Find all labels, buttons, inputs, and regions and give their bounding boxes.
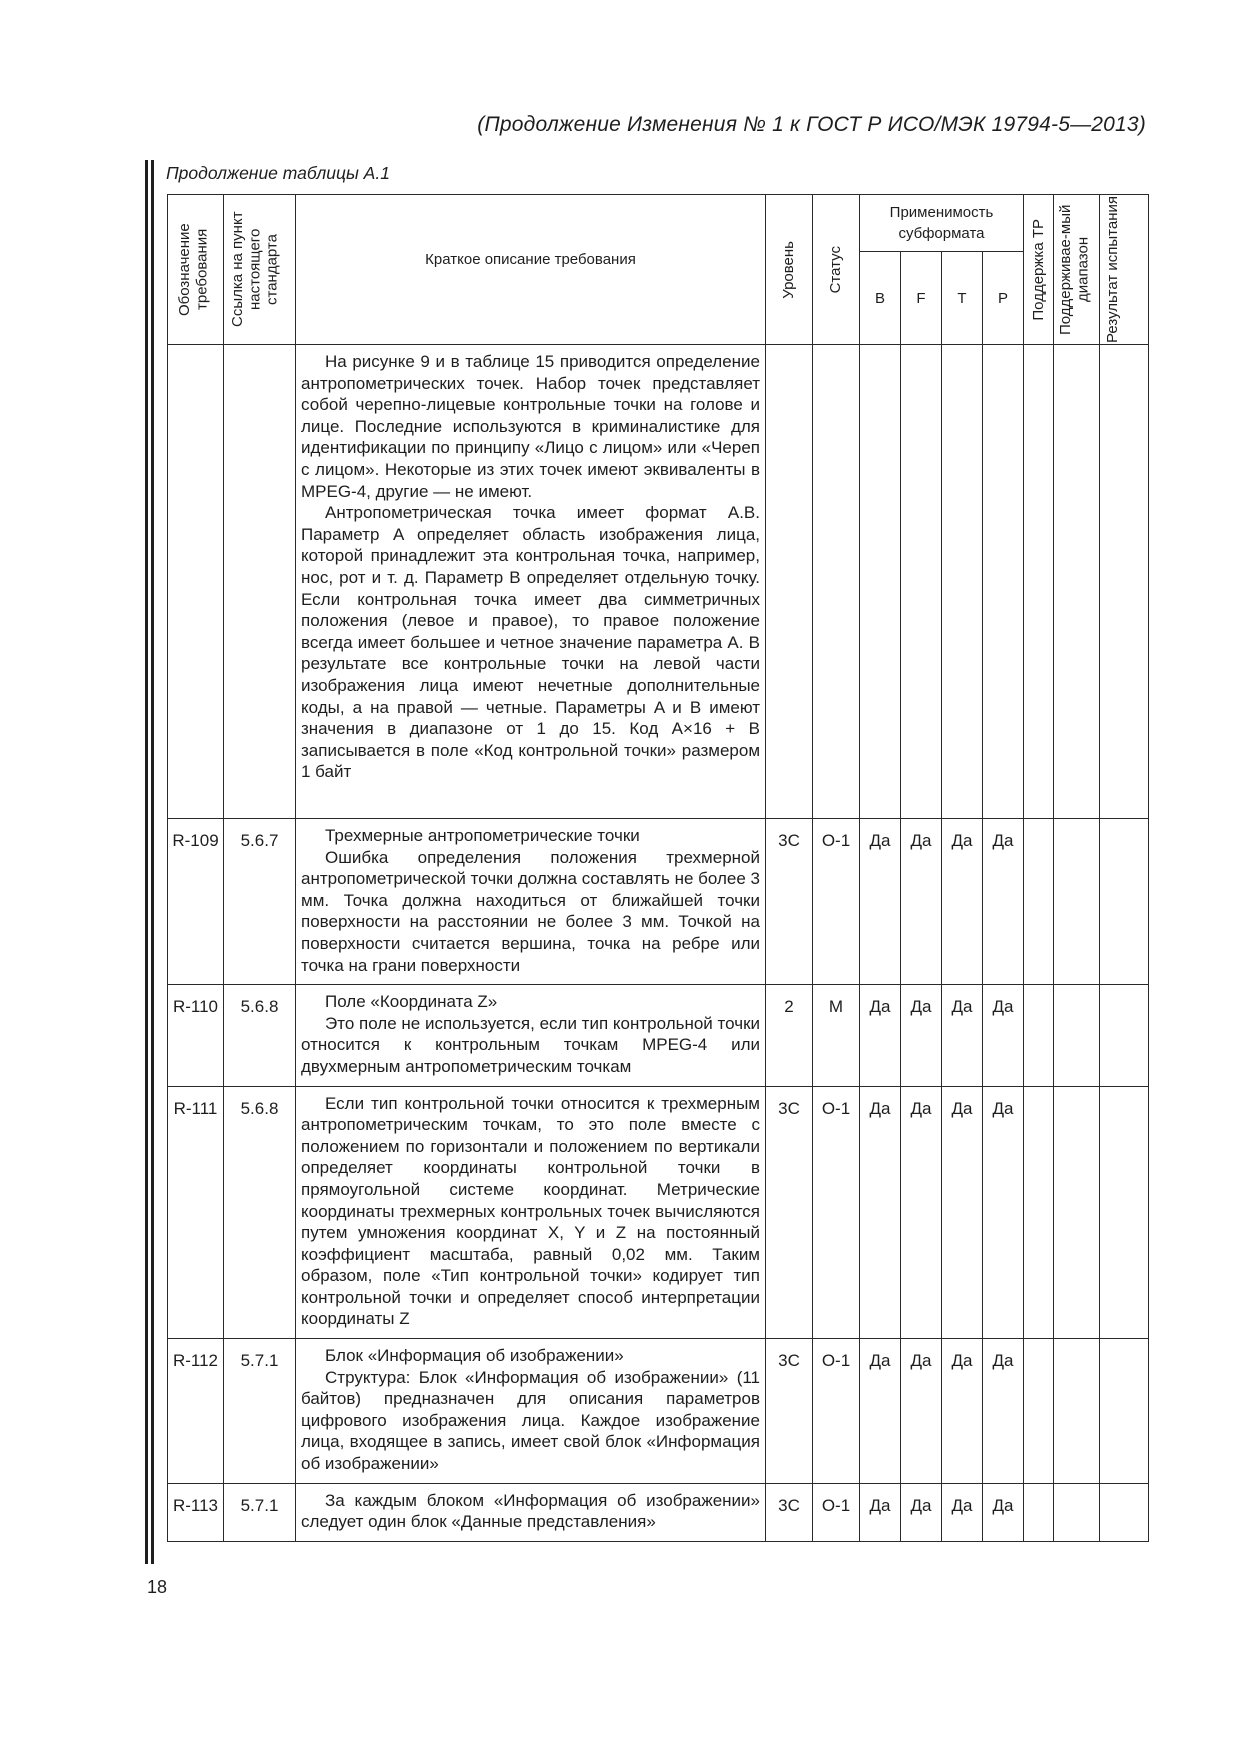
clause-reference xyxy=(224,345,296,819)
applicability-b: Да xyxy=(860,1483,901,1541)
level-cell: 3С xyxy=(766,819,813,985)
test-result-cell xyxy=(1100,985,1149,1086)
applicability-p xyxy=(983,345,1024,819)
applicability-t: Да xyxy=(942,1086,983,1339)
applicability-t: Да xyxy=(942,985,983,1086)
applicability-p: Да xyxy=(983,1339,1024,1484)
col-header-sub-f: F xyxy=(901,252,942,345)
requirement-description xyxy=(296,1483,766,1541)
clause-reference: 5.7.1 xyxy=(224,1483,296,1541)
col-header-applicability: Применимость субформата xyxy=(860,195,1024,252)
applicability-b: Да xyxy=(860,1339,901,1484)
change-bar xyxy=(151,160,154,1564)
applicability-b: Да xyxy=(860,819,901,985)
status-cell: О-1 xyxy=(813,1339,860,1484)
test-result-cell xyxy=(1100,345,1149,819)
col-header-sub-t: T xyxy=(942,252,983,345)
status-cell: М xyxy=(813,985,860,1086)
description-paragraph: Трехмерные антропометрические точки xyxy=(325,826,640,845)
col-header-test-result: Результат испытания xyxy=(1100,195,1149,345)
status-cell xyxy=(813,345,860,819)
applicability-b: Да xyxy=(860,1086,901,1339)
tr-support-cell xyxy=(1024,1339,1054,1484)
applicability-f: Да xyxy=(901,1086,942,1339)
applicability-f xyxy=(901,345,942,819)
col-header-description: Краткое описание требования xyxy=(296,195,766,345)
applicability-t xyxy=(942,345,983,819)
requirement-code xyxy=(168,345,224,819)
applicability-f: Да xyxy=(901,1483,942,1541)
page-number: 18 xyxy=(147,1577,168,1597)
table-row xyxy=(168,985,1149,1086)
description-paragraph: Структура: Блок «Информация об изображении» (11 байтов) предназначен для описания параметров цифрового изображения лица. Каждое изображение лица, входящее в запись, имеет свой блок «Информация об изображении» xyxy=(301,1367,760,1474)
col-header-supported-range: Поддерживае-мый диапазон xyxy=(1054,195,1100,345)
requirement-code: R-113 xyxy=(168,1483,224,1541)
applicability-t: Да xyxy=(942,1483,983,1541)
applicability-b: Да xyxy=(860,985,901,1086)
col-header-clause-ref: Ссылка на пункт настоящего стандарта xyxy=(224,195,296,345)
col-header-level: Уровень xyxy=(766,195,813,345)
applicability-f: Да xyxy=(901,1339,942,1484)
applicability-f: Да xyxy=(901,819,942,985)
requirement-description xyxy=(296,819,766,985)
table-row xyxy=(168,1483,1149,1541)
supported-range-cell xyxy=(1054,1339,1100,1484)
col-header-designation: Обозначение требования xyxy=(168,195,224,345)
clause-reference: 5.6.8 xyxy=(224,1086,296,1339)
test-result-cell xyxy=(1100,1483,1149,1541)
level-cell: 3С xyxy=(766,1483,813,1541)
table-row xyxy=(168,819,1149,985)
applicability-t: Да xyxy=(942,819,983,985)
description-paragraph: Это поле не используется, если тип контрольной точки относится к контрольным точкам MPEG-4 или двухмерным антропометрическим точкам xyxy=(301,1013,760,1076)
applicability-t: Да xyxy=(942,1339,983,1484)
clause-reference: 5.6.7 xyxy=(224,819,296,985)
col-header-sub-p: P xyxy=(983,252,1024,345)
tr-support-cell xyxy=(1024,985,1054,1086)
applicability-p: Да xyxy=(983,1086,1024,1339)
description-paragraph: За каждым блоком «Информация об изображении» следует один блок «Данные представления» xyxy=(301,1490,760,1532)
description-paragraph: Если тип контрольной точки относится к трехмерным антропометрическим точкам, то это поле вместе с положением по горизонтали и положением по вертикали определяет координаты контрольной точки в прямоугольной системе координат. Метрические координаты трехмерных контрольных точек вычисляются путем умножения координат X, Y и Z на постоянный коэффициент масштаба, равный 0,02 мм. Таким образом, поле «Тип контрольной точки» кодирует тип контрольной точки и определяет способ интерпретации координаты Z xyxy=(301,1093,760,1329)
description-paragraph: Ошибка определения положения трехмерной антропометрической точки должна составлять не более 3 мм. Точка должна находиться от ближайшей точки поверхности на расстоянии не более 3 мм. Точкой на поверхности считается вершина, точка на ребре или точка на грани поверхности xyxy=(301,847,760,975)
description-paragraph: Поле «Координата Z» xyxy=(325,992,498,1012)
status-cell: О-1 xyxy=(813,1086,860,1339)
level-cell: 3С xyxy=(766,1086,813,1339)
test-result-cell xyxy=(1100,1339,1149,1484)
table-row xyxy=(168,345,1149,819)
applicability-p: Да xyxy=(983,985,1024,1086)
table-caption: Продолжение таблицы А.1 xyxy=(166,163,390,183)
status-cell: О-1 xyxy=(813,819,860,985)
test-result-cell xyxy=(1100,1086,1149,1339)
change-bar xyxy=(145,160,148,1564)
description-paragraph: Антропометрическая точка имеет формат A.B. Параметр A определяет область изображения лица, которой принадлежит эта контрольная точка, например, нос, рот и т. д. Параметр B определяет отдельную точку. Если контрольная точка имеет два симметричных положения (левое и правое), то правое положение всегда имеет большее и четное значение параметра A. В результате все контрольные точки на левой части изображения лица имеют нечетные дополнительные коды, а на правой — четные. Параметры A и B имеют значения в диапазоне от 1 до 15. Код A×16 + B записывается в поле «Код контрольной точки» размером 1 байт xyxy=(301,503,760,782)
requirement-description xyxy=(296,1339,766,1484)
running-header: (Продолжение Изменения № 1 к ГОСТ Р ИСО/МЭК 19794-5—2013) xyxy=(477,113,1146,136)
requirement-description xyxy=(296,345,766,819)
requirement-code: R-110 xyxy=(168,985,224,1086)
requirements-table xyxy=(167,194,1149,1542)
supported-range-cell xyxy=(1054,819,1100,985)
requirement-code: R-111 xyxy=(168,1086,224,1339)
applicability-f: Да xyxy=(901,985,942,1086)
description-paragraph: На рисунке 9 и в таблице 15 приводится определение антропометрических точек. Набор точек представляет собой черепно-лицевые контрольные точки на голове и лице. Последние используются в криминалистике для идентификации по принципу «Лицо с лицом» или «Череп с лицом». Некоторые из этих точек имеют эквиваленты в MPEG-4, другие — не имеют. xyxy=(301,352,760,501)
requirement-code: R-109 xyxy=(168,819,224,985)
table-row xyxy=(168,1086,1149,1339)
tr-support-cell xyxy=(1024,1086,1054,1339)
supported-range-cell xyxy=(1054,1483,1100,1541)
applicability-b xyxy=(860,345,901,819)
level-cell xyxy=(766,345,813,819)
applicability-p: Да xyxy=(983,1483,1024,1541)
level-cell: 3С xyxy=(766,1339,813,1484)
supported-range-cell xyxy=(1054,345,1100,819)
description-paragraph: Блок «Информация об изображении» xyxy=(325,1346,624,1366)
test-result-cell xyxy=(1100,819,1149,985)
requirement-description xyxy=(296,985,766,1086)
applicability-p: Да xyxy=(983,819,1024,985)
col-header-status: Статус xyxy=(813,195,860,345)
tr-support-cell xyxy=(1024,345,1054,819)
level-cell: 2 xyxy=(766,985,813,1086)
clause-reference: 5.7.1 xyxy=(224,1339,296,1484)
tr-support-cell xyxy=(1024,1483,1054,1541)
col-header-tr-support: Поддержка ТР xyxy=(1024,195,1054,345)
table-row xyxy=(168,1339,1149,1484)
supported-range-cell xyxy=(1054,1086,1100,1339)
status-cell: О-1 xyxy=(813,1483,860,1541)
col-header-sub-b: B xyxy=(860,252,901,345)
requirement-description xyxy=(296,1086,766,1339)
tr-support-cell xyxy=(1024,819,1054,985)
clause-reference: 5.6.8 xyxy=(224,985,296,1086)
supported-range-cell xyxy=(1054,985,1100,1086)
requirement-code: R-112 xyxy=(168,1339,224,1484)
